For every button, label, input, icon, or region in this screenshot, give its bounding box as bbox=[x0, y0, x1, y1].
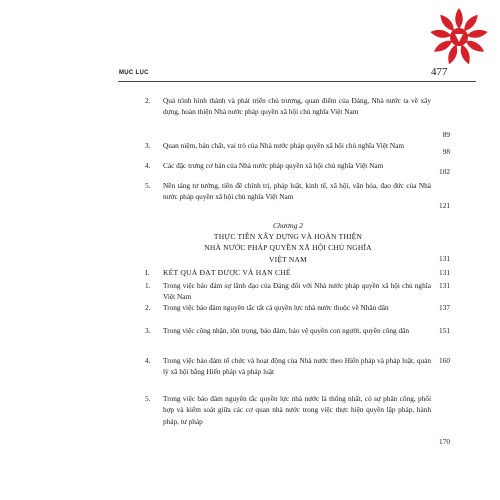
toc-entry-title: Trong việc bảo đảm tổ chức và hoạt động của Nhà nước theo Hiến pháp và pháp luật, quản lý xã hội bằng Hiến pháp và pháp luật bbox=[163, 356, 431, 377]
toc-entry-title: Trong việc bảo đảm nguyên tắc tất cả quyền lực nhà nước thuộc về Nhân dân bbox=[163, 303, 389, 312]
toc-entry-page: 121 bbox=[439, 201, 450, 210]
toc-entry bbox=[145, 325, 431, 336]
toc-entry-title: Quá trình hình thành và phát triển chủ trương, quan điểm của Đảng, Nhà nước ta về xây dựng, hoàn thiện Nhà nước pháp quyền xã hội chủ nghĩa Việt Nam bbox=[163, 96, 431, 117]
chapter-page: 131 bbox=[439, 254, 450, 263]
toc-entry-page: 102 bbox=[439, 167, 450, 176]
toc-entry-number: 3. bbox=[145, 141, 151, 150]
toc-entry-page: 151 bbox=[439, 326, 450, 335]
toc-entry bbox=[145, 280, 431, 303]
chapter-title-line: NHÀ NƯỚC PHÁP QUYỀN XÃ HỘI CHỦ NGHĨA bbox=[204, 243, 372, 253]
toc-section-number: I. bbox=[145, 268, 150, 277]
toc-entry bbox=[145, 180, 431, 203]
toc-entry-number: 5. bbox=[145, 181, 151, 190]
toc-entry-title: Nền tảng tư tưởng, tiền đề chính trị, pháp luật, kinh tế, xã hội, văn hóa, đạo đức của Nhà nước pháp quyền xã hội chủ nghĩa Việt Nam bbox=[163, 181, 431, 202]
page-number: 477 bbox=[431, 66, 448, 78]
toc-entry-page: 131 bbox=[439, 281, 450, 290]
publisher-logo bbox=[428, 6, 490, 68]
chapter-heading bbox=[145, 220, 431, 265]
toc-entry-title: Trong việc bảo đảm sự lãnh đạo của Đảng đối với Nhà nước pháp quyền xã hội chủ nghĩa Việt Nam bbox=[163, 281, 431, 302]
toc-entry-page: 98 bbox=[442, 147, 450, 156]
toc-entry-number: 2. bbox=[145, 96, 151, 105]
chapter-title-line: THỰC TIỄN XÂY DỰNG VÀ HOÀN THIỆN bbox=[213, 232, 363, 241]
header-divider bbox=[118, 81, 476, 82]
toc-entry bbox=[145, 393, 431, 427]
toc-entry-title: Trong việc công nhận, tôn trọng, bảo đảm, bảo vệ quyền con người, quyền công dân bbox=[163, 326, 410, 335]
chapter-label: Chương 2 bbox=[273, 221, 303, 230]
toc-entry-number: 1. bbox=[145, 281, 151, 290]
toc-entry bbox=[145, 140, 431, 151]
toc-section-page: 131 bbox=[439, 268, 450, 277]
toc-entry-number: 3. bbox=[145, 326, 151, 335]
toc-entry-number: 2. bbox=[145, 303, 151, 312]
toc-section bbox=[145, 267, 431, 278]
toc-entry-page: 170 bbox=[439, 437, 450, 446]
toc-entry-title: Các đặc trưng cơ bản của Nhà nước pháp quyền xã hội chủ nghĩa Việt Nam bbox=[163, 161, 384, 170]
toc-entry-number: 5. bbox=[145, 394, 151, 403]
running-header-section: MỤC LỤC bbox=[119, 70, 149, 76]
toc-entry-number: 4. bbox=[145, 356, 151, 365]
toc-entry bbox=[145, 95, 431, 118]
toc-entry-title: Quan niệm, bản chất, vai trò của Nhà nước pháp quyền xã hội chủ nghĩa Việt Nam bbox=[163, 141, 405, 150]
toc-entry-page: 137 bbox=[439, 303, 450, 312]
toc-entry-page: 89 bbox=[442, 130, 450, 139]
chapter-title-line: VIỆT NAM bbox=[269, 254, 307, 264]
toc-entry-title: Trong việc bảo đảm nguyên tắc quyền lực nhà nước là thống nhất, có sự phân công, phối hợp và kiểm soát giữa các cơ quan nhà nước trong việc thực hiện quyền lập pháp, hành pháp, tư pháp bbox=[163, 394, 431, 426]
toc-section-title: KẾT QUẢ ĐẠT ĐƯỢC VÀ HẠN CHẾ bbox=[163, 268, 291, 277]
toc-entry bbox=[145, 355, 431, 378]
toc-entry bbox=[145, 160, 431, 171]
toc-entry-page: 160 bbox=[439, 356, 450, 365]
toc-entry-number: 4. bbox=[145, 161, 151, 170]
toc-entry bbox=[145, 302, 431, 313]
